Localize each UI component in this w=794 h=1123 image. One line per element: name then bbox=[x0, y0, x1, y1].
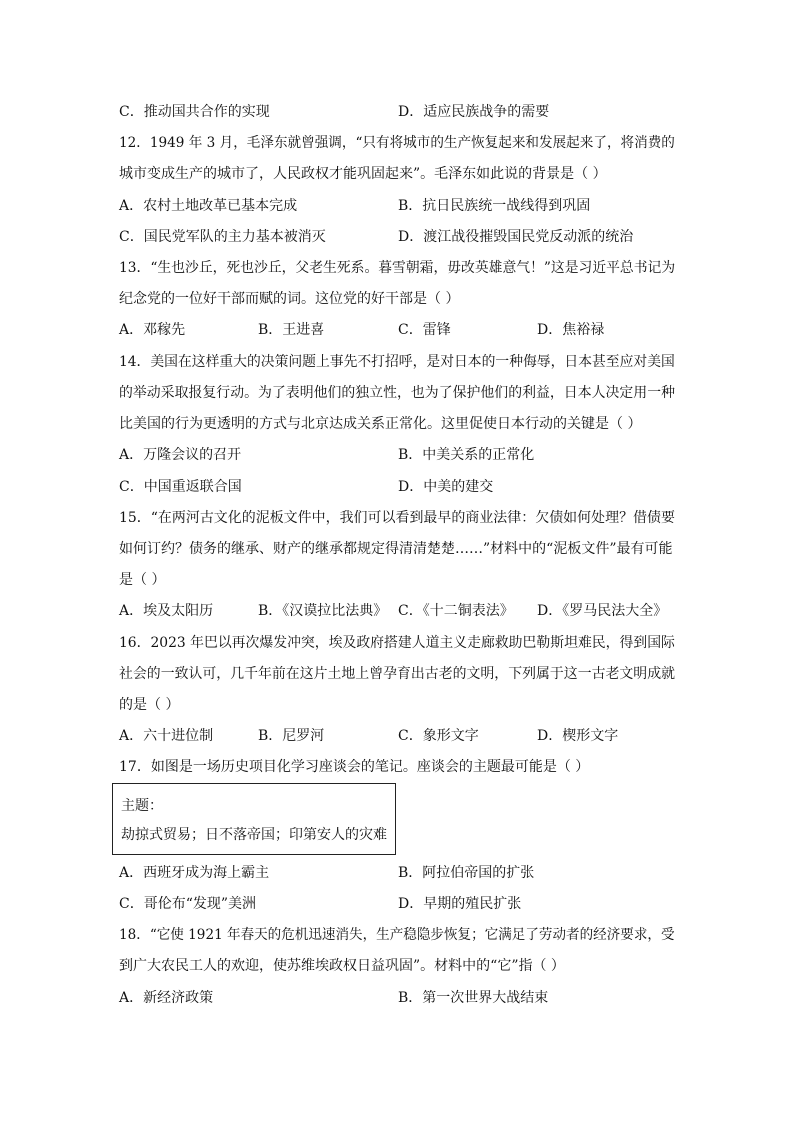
q16-stem-line-1: 16．2023 年巴以再次爆发冲突，埃及政府搭建人道主义走廊救助巴勒斯坦难民，得到国际 bbox=[119, 635, 675, 651]
q17-note-title: 主题： bbox=[121, 798, 163, 814]
q13-stem-line-1: 13．“生也沙丘，死也沙丘，父老生死系。暮雪朝霜，毋改英雄意气！”这是习近平总书记为 bbox=[119, 260, 676, 276]
q14-option-a: A．万隆会议的召开 bbox=[119, 447, 242, 463]
q12-stem-line-2: 城市变成生产的城市了，人民政权才能巩固起来”。毛泽东如此说的背景是（ ） bbox=[119, 166, 607, 182]
q14-stem-line-2: 的举动采取报复行动。为了表明他们的独立性，也为了保护他们的利益，日本人决定用一种 bbox=[119, 385, 675, 401]
q14-stem-line-1: 14．美国在这样重大的决策问题上事先不打招呼，是对日本的一种侮辱，日本甚至应对美国 bbox=[119, 354, 675, 370]
q18-stem-line-2: 到广大农民工人的欢迎，使苏维埃政权日益巩固”。材料中的“它”指（ ） bbox=[119, 958, 565, 974]
q11-option-d: D．适应民族战争的需要 bbox=[398, 104, 550, 120]
q13-option-b: B．王进喜 bbox=[258, 322, 325, 338]
q18-stem-line-1: 18．“它使 1921 年春天的危机迅速消失，生产稳隐步恢复；它满足了劳动者的经济要求，受 bbox=[119, 927, 675, 943]
q18-option-b: B．第一次世界大战结束 bbox=[398, 990, 549, 1006]
q16-option-b: B．尼罗河 bbox=[258, 728, 325, 744]
q15-stem-line-1: 15．“在两河古文化的泥板文件中，我们可以看到最早的商业法律：欠债如何处理？借债要 bbox=[119, 510, 675, 526]
q14-stem-line-3: 比美国的行为更透明的方式与北京达成关系正常化。这里促使日本行动的关键是（ ） bbox=[119, 416, 642, 432]
q14-option-c: C．中国重返联合国 bbox=[119, 479, 242, 495]
q16-stem-line-2: 社会的一致认可，几千年前在这片土地上曾孕育出古老的文明，下列属于这一古老文明成就 bbox=[119, 666, 675, 682]
q17-stem-line-1: 17．如图是一场历史项目化学习座谈会的笔记。座谈会的主题最可能是（ ） bbox=[119, 759, 590, 775]
q14-option-d: D．中美的建交 bbox=[398, 479, 494, 495]
q13-option-a: A．邓稼先 bbox=[119, 322, 186, 338]
q17-option-b: B．阿拉伯帝国的扩张 bbox=[398, 865, 535, 881]
q12-option-c: C．国民党军队的主力基本被消灭 bbox=[119, 229, 326, 245]
q15-stem-line-3: 是（ ） bbox=[119, 572, 166, 588]
q17-option-c: C．哥伦布“发现”美洲 bbox=[119, 896, 257, 912]
q15-option-c: C．《十二铜表法》 bbox=[398, 603, 514, 619]
q15-option-d: D．《罗马民法大全》 bbox=[537, 603, 668, 619]
q16-stem-line-3: 的是（ ） bbox=[119, 697, 180, 713]
q17-option-d: D．早期的殖民扩张 bbox=[398, 896, 522, 912]
q15-option-a: A．埃及太阳历 bbox=[119, 603, 214, 619]
q15-stem-line-2: 如何订约？债务的继承、财产的继承都规定得清清楚楚……”材料中的“泥板文件”最有可能 bbox=[119, 541, 673, 557]
q13-option-d: D．焦裕禄 bbox=[537, 322, 605, 338]
q12-stem-line-1: 12．1949 年 3 月，毛泽东就曾强调，“只有将城市的生产恢复起来和发展起来了，将消费的 bbox=[119, 135, 675, 151]
q17-note-box bbox=[112, 783, 396, 855]
q18-option-a: A．新经济政策 bbox=[119, 990, 214, 1006]
q16-option-c: C．象形文字 bbox=[398, 728, 479, 744]
q12-option-a: A．农村土地改革已基本完成 bbox=[119, 198, 298, 214]
q13-stem-line-2: 纪念党的一位好干部而赋的词。这位党的好干部是（ ） bbox=[119, 291, 460, 307]
q14-option-b: B．中美关系的正常化 bbox=[398, 447, 535, 463]
q17-option-a: A．西班牙成为海上霸主 bbox=[119, 865, 270, 881]
q17-note-body: 劫掠式贸易；日不落帝国；印第安人的灾难 bbox=[121, 827, 387, 843]
q12-option-b: B．抗日民族统一战线得到巩固 bbox=[398, 198, 591, 214]
q13-option-c: C．雷锋 bbox=[398, 322, 451, 338]
q15-option-b: B．《汉谟拉比法典》 bbox=[258, 603, 388, 619]
q11-option-c: C．推动国共合作的实现 bbox=[119, 104, 270, 120]
q16-option-a: A．六十进位制 bbox=[119, 728, 214, 744]
q16-option-d: D．楔形文字 bbox=[537, 728, 619, 744]
q12-option-d: D．渡江战役摧毁国民党反动派的统治 bbox=[398, 229, 634, 245]
